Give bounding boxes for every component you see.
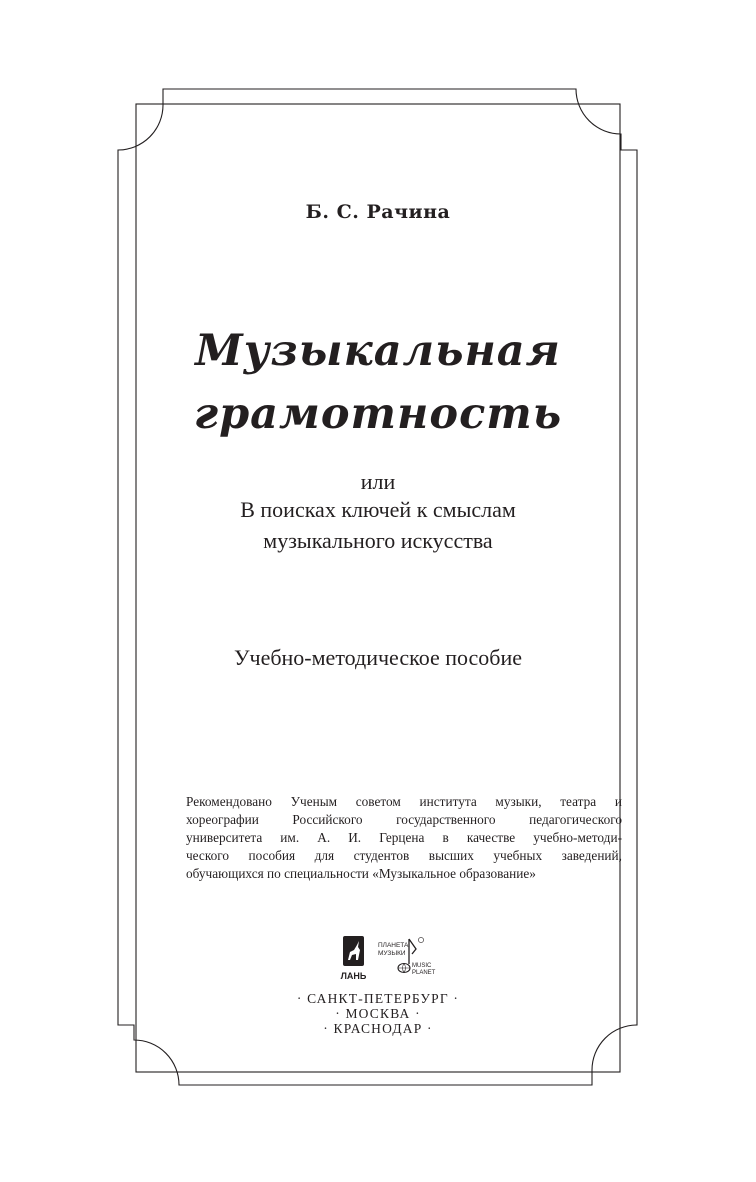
subtitle-line-1: В поисках ключей к смыслам [240,497,516,522]
svg-text:MUSIC: MUSIC [412,963,432,969]
recommendation-line: ческого пособия для студентов высших учебных заведений, [186,848,622,863]
recommendation-line: хореографии Российского государственного педагогического [186,812,622,827]
publisher-logos [340,936,436,984]
svg-text:ЛАНЬ: ЛАНЬ [340,971,367,981]
recommendation-line: обучающихся по специальности «Музыкальное образование» [186,866,536,881]
book-title-line-1: Музыкальная [195,326,561,376]
city-krasnodar: · КРАСНОДАР · [323,1021,433,1036]
book-type: Учебно-методическое пособие [233,645,523,670]
svg-text:ПЛАНЕТА: ПЛАНЕТА [378,942,409,949]
subtitle-or: или [360,469,396,494]
recommendation-text [186,793,622,883]
svg-text:МУЗЫКИ: МУЗЫКИ [378,950,406,957]
city-saint-petersburg: · САНКТ-ПЕТЕРБУРГ · [296,991,460,1006]
author-name: Б. С. Рачина [305,201,451,223]
book-title-line-2: грамотность [193,389,563,439]
subtitle-line-2: музыкального искусства [263,528,493,553]
city-moscow: · МОСКВА · [335,1006,421,1021]
recommendation-line: Рекомендовано Ученым советом института музыки, театра и [186,794,622,809]
recommendation-line: университета им. А. И. Герцена в качестве учебно-методи- [186,830,622,845]
lan-logo [341,936,367,981]
svg-text:PLANET: PLANET [412,970,436,976]
